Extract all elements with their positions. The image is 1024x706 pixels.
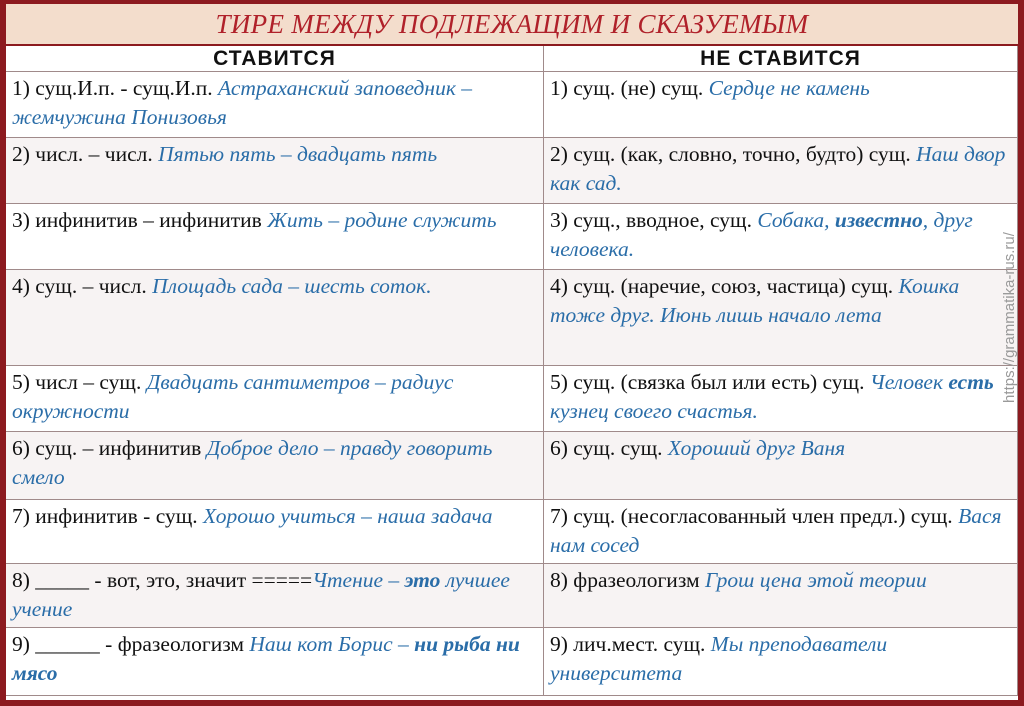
rule-text: 2) сущ. (как, словно, точно, будто) сущ. bbox=[550, 142, 917, 166]
rule-text: 1) сущ.И.п. - сущ.И.п. bbox=[12, 76, 219, 100]
rule-text: 4) сущ. – числ. bbox=[12, 274, 153, 298]
watermark bbox=[996, 192, 1022, 442]
example-text: Хорошо учиться – наша задача bbox=[203, 504, 493, 528]
example-text-post: , друг человека. bbox=[550, 208, 973, 261]
example-text: Жить – родине служить bbox=[267, 208, 497, 232]
column-header-placed: СТАВИТСЯ bbox=[6, 46, 544, 72]
rule-text: 8) фразеологизм bbox=[550, 568, 705, 592]
rule-text: 2) числ. – числ. bbox=[12, 142, 159, 166]
example-text-bold: есть bbox=[948, 370, 994, 394]
table-cell-right bbox=[544, 628, 1018, 696]
table-cell-right bbox=[544, 270, 1018, 366]
rule-text: 7) инфинитив - сущ. bbox=[12, 504, 204, 528]
example-text-pre: Наш кот Борис – bbox=[249, 632, 415, 656]
example-text: Хороший друг Ваня bbox=[667, 436, 846, 460]
rule-text: 1) сущ. (не) сущ. bbox=[550, 76, 709, 100]
rule-text: 7) сущ. (несогласованный член предл.) сущ. bbox=[550, 504, 959, 528]
page-title: ТИРЕ МЕЖДУ ПОДЛЕЖАЩИМ И СКАЗУЕМЫМ bbox=[215, 8, 809, 39]
title-bar bbox=[6, 4, 1018, 46]
example-text: Пятью пять – двадцать пять bbox=[158, 142, 438, 166]
table-cell-left bbox=[6, 72, 544, 138]
table-cell-left bbox=[6, 500, 544, 564]
example-text-bold: это bbox=[404, 568, 441, 592]
table-cell-right bbox=[544, 366, 1018, 432]
table-cell-left bbox=[6, 204, 544, 270]
example-text: Кошка тоже друг. Июнь лишь начало лета bbox=[550, 274, 960, 327]
rule-text: 9) ______ - фразеологизм bbox=[12, 632, 250, 656]
rule-text: 6) сущ. сущ. bbox=[550, 436, 668, 460]
table-cell-left bbox=[6, 432, 544, 500]
rule-text: 5) сущ. (связка был или есть) сущ. bbox=[550, 370, 870, 394]
table-cell-right bbox=[544, 138, 1018, 204]
rule-text: 8) _____ - вот, это, значит ===== bbox=[12, 568, 313, 592]
example-text-bold: ни рыба ни мясо bbox=[12, 632, 520, 685]
example-text: Двадцать сантиметров – радиус окружности bbox=[12, 370, 454, 423]
table-cell-right bbox=[544, 204, 1018, 270]
example-text: Площадь сада – шесть соток. bbox=[152, 274, 432, 298]
table-cell-left bbox=[6, 564, 544, 628]
rule-text: 5) числ – сущ. bbox=[12, 370, 147, 394]
example-text-pre: Чтение – bbox=[312, 568, 405, 592]
table-cell-right bbox=[544, 500, 1018, 564]
table-cell-right bbox=[544, 432, 1018, 500]
column-header-not-placed: НЕ СТАВИТСЯ bbox=[544, 46, 1018, 72]
rules-table bbox=[6, 46, 1018, 700]
example-text-post: кузнец своего счастья. bbox=[550, 399, 758, 423]
watermark-url: https://grammatika-rus.ru/ bbox=[1000, 231, 1018, 403]
table-cell-left bbox=[6, 628, 544, 696]
table-cell-left bbox=[6, 138, 544, 204]
table-cell-left bbox=[6, 270, 544, 366]
rule-text: 3) инфинитив – инфинитив bbox=[12, 208, 268, 232]
example-text-bold: известно bbox=[834, 208, 923, 232]
example-text: Грош цена этой теории bbox=[704, 568, 927, 592]
example-text-post: лучшее учение bbox=[12, 568, 510, 621]
example-text: Наш двор как сад. bbox=[550, 142, 1006, 195]
example-text: Доброе дело – правду говорить смело bbox=[12, 436, 493, 489]
example-text: Астраханский заповедник – жемчужина Понизовья bbox=[12, 76, 472, 129]
example-text: Мы преподаватели университета bbox=[550, 632, 888, 685]
example-text-pre: Собака, bbox=[757, 208, 835, 232]
rule-text: 6) сущ. – инфинитив bbox=[12, 436, 207, 460]
rule-text: 4) сущ. (наречие, союз, частица) сущ. bbox=[550, 274, 899, 298]
table-cell-left bbox=[6, 366, 544, 432]
rule-text: 9) лич.мест. сущ. bbox=[550, 632, 711, 656]
example-text: Вася нам сосед bbox=[550, 504, 1002, 557]
table-cell-right bbox=[544, 564, 1018, 628]
example-text: Сердце не камень bbox=[708, 76, 870, 100]
table-cell-right bbox=[544, 72, 1018, 138]
rule-text: 3) сущ., вводное, сущ. bbox=[550, 208, 758, 232]
example-text-pre: Человек bbox=[869, 370, 949, 394]
